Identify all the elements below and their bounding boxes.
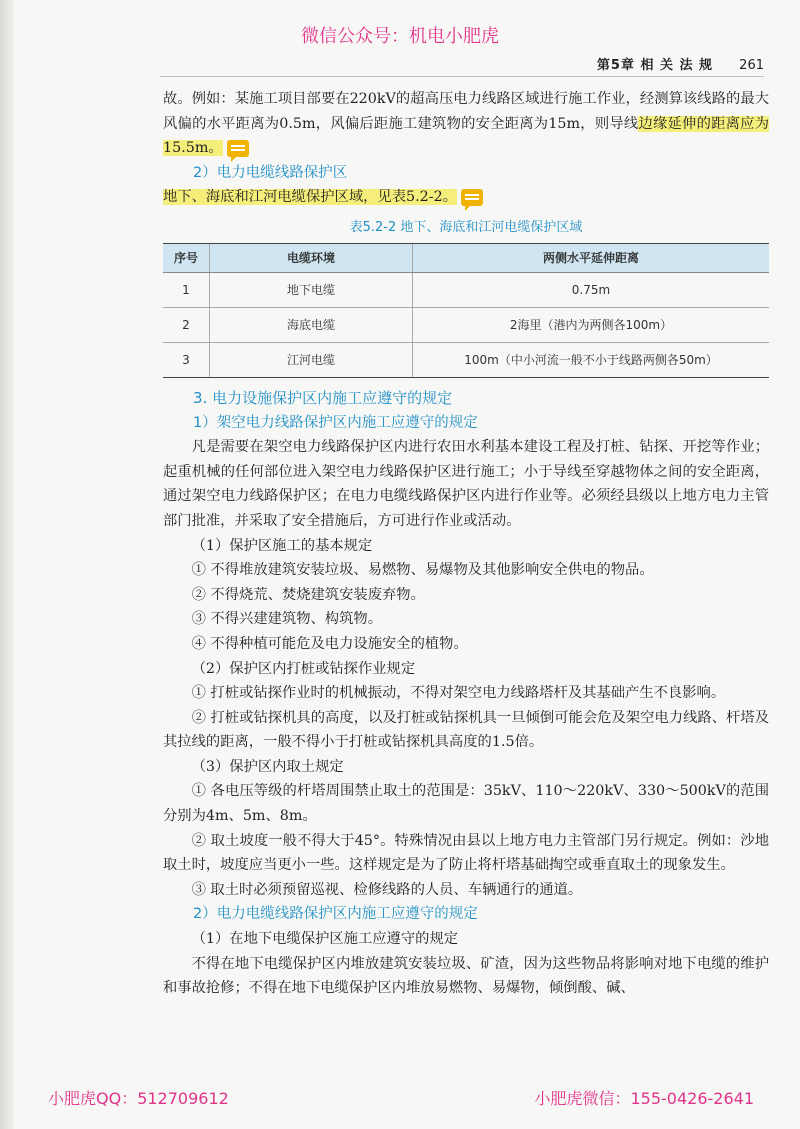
column-header: 序号 <box>163 243 210 272</box>
running-head <box>597 54 764 73</box>
section-heading: 3. 电力设施保护区内施工应遵守的规定 <box>193 388 453 407</box>
table-cell: 0.75m <box>413 272 770 307</box>
page-number: 261 <box>739 58 764 73</box>
table-cell: 100m（中小河流一般不小于线路两侧各50m） <box>413 342 770 377</box>
note-icon[interactable] <box>461 189 483 206</box>
body-paragraph: 凡是需要在架空电力线路保护区内进行农田水利基本建设工程及打桩、钻探、开挖等作业；起重机械的任何部位进入架空电力线路保护区进行施工；小于导线至穿越物体之间的安全距离，通过架空电力线路保护区；在电力电缆线路保护区内进行作业等。必须经县级以上地方电力主管部门批准，并采取了安全措施后，方可进行作业或活动。 <box>163 439 769 529</box>
list-item: ④ 不得种植可能危及电力设施安全的植物。 <box>191 635 468 652</box>
watermark-wechat: 小肥虎微信：155-0426-2641 <box>534 1089 754 1108</box>
intro-text: 故。例如：某施工项目部要在220kV的超高压电力线路区域进行施工作业，经测算该线路的最大风偏的水平距离为0.5m，风偏后距施工建筑物的安全距离为15m，则导线 <box>163 91 769 132</box>
table-cell: 地下电缆 <box>210 272 413 307</box>
page-content <box>163 87 769 1001</box>
list-item: ① 打桩或钻探作业时的机械振动，不得对架空电力线路塔杆及其基础产生不良影响。 <box>191 685 726 702</box>
intro-paragraph <box>163 87 769 161</box>
cable-zone-heading: 2）电力电缆线路保护区 <box>193 164 348 181</box>
list-item: ① 各电压等级的杆塔周围禁止取土的范围是：35kV、110～220kV、330～500kV的范围分别为4m、5m、8m。 <box>163 783 769 825</box>
header-rule <box>160 76 764 77</box>
table-row <box>163 342 769 377</box>
watermark-qq: 小肥虎QQ：512709612 <box>48 1089 229 1108</box>
table-cell: 3 <box>163 342 210 377</box>
highlighted-text[interactable]: 地下、海底和江河电缆保护区域，见表5.2-2。 <box>163 189 458 206</box>
subsection-heading: 2）电力电缆线路保护区内施工应遵守的规定 <box>193 906 478 923</box>
table-caption: 表5.2-2 地下、海底和江河电缆保护区域 <box>349 219 583 235</box>
table-cell: 海底电缆 <box>210 307 413 342</box>
rule-heading: （2）保护区内打桩或钻探作业规定 <box>191 660 416 677</box>
cable-zone-paragraph <box>163 185 769 210</box>
table-header-row <box>163 243 769 272</box>
column-header: 电缆环境 <box>210 243 413 272</box>
rule-heading: （1）保护区施工的基本规定 <box>191 537 373 554</box>
table-row <box>163 307 769 342</box>
table-cell: 2海里（港内为两侧各100m） <box>413 307 770 342</box>
list-item: ① 不得堆放建筑安装垃圾、易燃物、易爆物及其他影响安全供电的物品。 <box>191 562 654 579</box>
table-cell: 1 <box>163 272 210 307</box>
rule-heading: （1）在地下电缆保护区施工应遵守的规定 <box>191 931 459 948</box>
table-row <box>163 272 769 307</box>
rule-heading: （3）保护区内取土规定 <box>191 758 344 775</box>
list-item: ② 取土坡度一般不得大于45°。特殊情况由县以上地方电力主管部门另行规定。例如：沙地取土时，坡度应当更小一些。这样规定是为了防止将杆塔基础掏空或垂直取土的现象发生。 <box>163 832 769 874</box>
watermark-top: 微信公众号：机电小肥虎 <box>301 26 499 47</box>
column-header: 两侧水平延伸距离 <box>413 243 770 272</box>
cable-zone-table <box>163 243 769 378</box>
list-item: ③ 取土时必须预留巡视、检修线路的人员、车辆通行的通道。 <box>191 881 583 898</box>
list-item: ② 打桩或钻探机具的高度，以及打桩或钻探机具一旦倾倒可能会危及架空电力线路、杆塔及其拉线的距离，一般不得小于打桩或钻探机具高度的1.5倍。 <box>163 709 769 751</box>
subsection-heading: 1）架空电力线路保护区内施工应遵守的规定 <box>193 414 478 431</box>
table-cell: 江河电缆 <box>210 342 413 377</box>
page-spine <box>0 0 14 1129</box>
body-paragraph: 不得在地下电缆保护区内堆放建筑安装垃圾、矿渣，因为这些物品将影响对地下电缆的维护和事故抢修；不得在地下电缆保护区内堆放易燃物、易爆物，倾倒酸、碱、 <box>163 955 769 997</box>
chapter-title: 第5章 相 关 法 规 <box>596 58 714 73</box>
list-item: ③ 不得兴建建筑物、构筑物。 <box>191 611 382 628</box>
highlighted-text[interactable]: 边缘延伸的距离应为15.5m。 <box>163 115 769 157</box>
list-item: ② 不得烧荒、焚烧建筑安装废弃物。 <box>191 586 425 603</box>
note-icon[interactable] <box>227 140 249 157</box>
table-cell: 2 <box>163 307 210 342</box>
